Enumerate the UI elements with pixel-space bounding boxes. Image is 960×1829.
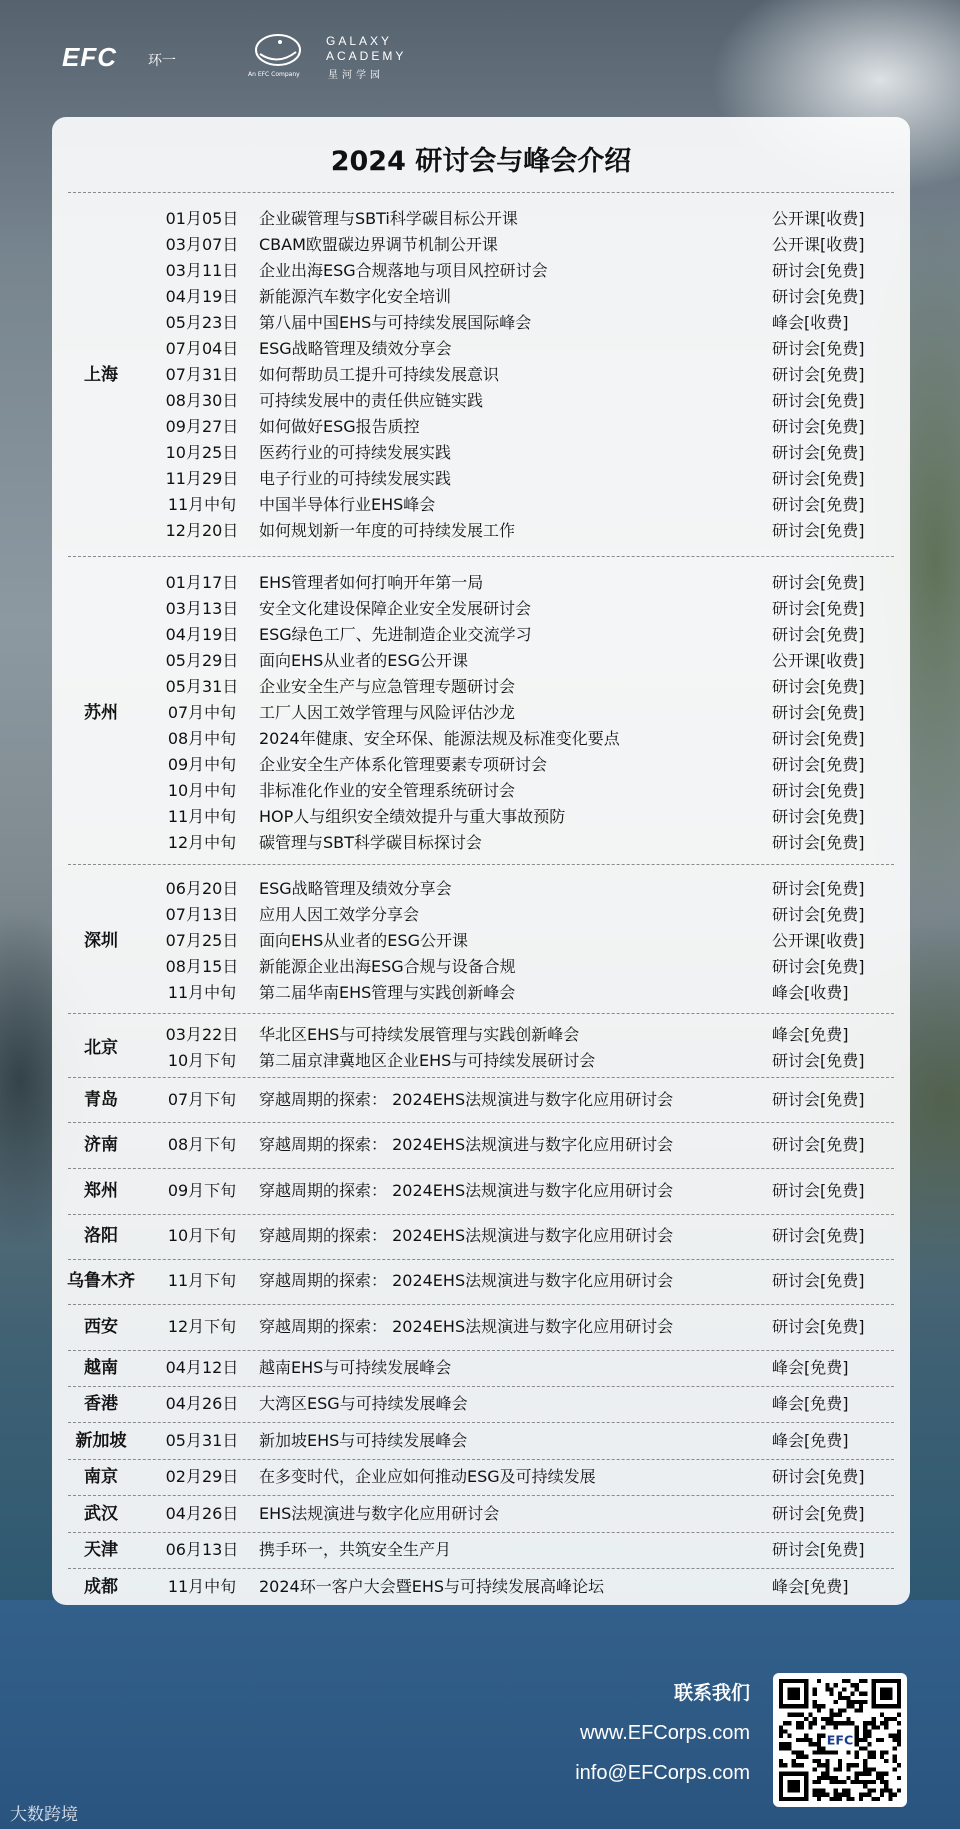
event-row [52, 336, 910, 362]
event-date: 12月下旬 [167, 1317, 237, 1336]
event-name: 第二届京津冀地区企业EHS与可持续发展研讨会 [259, 1051, 596, 1070]
event-row [52, 1223, 910, 1249]
section-divider [68, 1168, 894, 1169]
event-row [52, 1314, 910, 1340]
event-type: 研讨会[免费] [772, 807, 865, 826]
event-name: 医药行业的可持续发展实践 [259, 443, 452, 462]
event-name: 穿越周期的探索： 2024EHS法规演进与数字化应用研讨会 [259, 1271, 674, 1290]
event-date: 03月11日 [165, 261, 239, 280]
event-date: 12月中旬 [167, 833, 237, 852]
city-label: 成都 [84, 1577, 118, 1597]
event-type: 研讨会[免费] [772, 833, 865, 852]
city-label: 新加坡 [75, 1431, 127, 1451]
event-date: 09月中旬 [167, 755, 237, 774]
event-row [52, 1022, 910, 1048]
event-date: 11月中旬 [167, 807, 237, 826]
event-type: 研讨会[免费] [772, 417, 865, 436]
event-row [52, 954, 910, 980]
event-row [52, 518, 910, 544]
event-row [52, 1355, 910, 1381]
page-title: 2024 研讨会与峰会介绍 [330, 146, 632, 177]
event-name: 企业碳管理与SBTi科学碳目标公开课 [259, 209, 518, 228]
event-row [52, 1537, 910, 1563]
event-type: 峰会[收费] [772, 983, 849, 1002]
event-row [52, 1132, 910, 1158]
event-row [52, 570, 910, 596]
event-type: 研讨会[免费] [772, 905, 865, 924]
event-date: 05月23日 [165, 313, 239, 332]
event-name: 新能源汽车数字化安全培训 [259, 287, 452, 306]
event-name: 大湾区ESG与可持续发展峰会 [259, 1394, 468, 1413]
galaxy-name-line2: ACADEMY [326, 49, 407, 63]
event-date: 02月29日 [165, 1467, 239, 1486]
city-label: 济南 [84, 1135, 118, 1155]
event-name: 携手环一，共筑安全生产月 [259, 1540, 452, 1559]
event-type: 研讨会[免费] [772, 729, 865, 748]
event-row [52, 804, 910, 830]
event-date: 07月31日 [165, 365, 239, 384]
event-name: 安全文化建设保障企业安全发展研讨会 [259, 599, 532, 618]
event-name: 穿越周期的探索： 2024EHS法规演进与数字化应用研讨会 [259, 1317, 674, 1336]
event-date: 03月13日 [165, 599, 239, 618]
event-row [52, 492, 910, 518]
event-date: 07月04日 [165, 339, 239, 358]
section-divider [68, 1568, 894, 1569]
event-type: 研讨会[免费] [772, 625, 865, 644]
city-label: 西安 [84, 1317, 118, 1337]
event-type: 峰会[免费] [772, 1431, 849, 1450]
event-name: 应用人因工效学分享会 [259, 905, 420, 924]
event-date: 07月下旬 [167, 1090, 237, 1109]
event-row [52, 752, 910, 778]
city-label: 香港 [84, 1394, 118, 1414]
event-type: 研讨会[免费] [772, 599, 865, 618]
event-date: 10月25日 [165, 443, 239, 462]
event-name: 可持续发展中的责任供应链实践 [259, 391, 484, 410]
event-name: CBAM欧盟碳边界调节机制公开课 [259, 235, 498, 254]
event-row [52, 466, 910, 492]
event-date: 11月中旬 [167, 983, 237, 1002]
event-row [52, 596, 910, 622]
event-type: 研讨会[免费] [772, 879, 865, 898]
city-label: 天津 [84, 1540, 118, 1560]
event-name: 碳管理与SBT科学碳目标探讨会 [259, 833, 482, 852]
event-name: 第二届华南EHS管理与实践创新峰会 [259, 983, 516, 1002]
event-date: 11月29日 [165, 469, 239, 488]
city-label: 北京 [84, 1038, 118, 1058]
event-type: 研讨会[免费] [772, 261, 865, 280]
city-label: 郑州 [84, 1181, 118, 1201]
event-type: 研讨会[免费] [772, 1051, 865, 1070]
section-divider [68, 1122, 894, 1123]
event-type: 峰会[免费] [772, 1025, 849, 1044]
event-type: 研讨会[免费] [772, 1090, 865, 1109]
event-type: 公开课[收费] [772, 209, 865, 228]
event-type: 研讨会[免费] [772, 1540, 865, 1559]
galaxy-academy-chinese-name: 星河学园 [328, 70, 384, 81]
event-row [52, 362, 910, 388]
event-type: 研讨会[免费] [772, 957, 865, 976]
event-name: 电子行业的可持续发展实践 [259, 469, 452, 488]
event-date: 05月31日 [165, 1431, 239, 1450]
event-name: 在多变时代，企业应如何推动ESG及可持续发展 [259, 1467, 596, 1486]
event-date: 04月19日 [165, 625, 239, 644]
event-row [52, 700, 910, 726]
event-date: 11月中旬 [167, 495, 237, 514]
event-date: 08月中旬 [167, 729, 237, 748]
city-label: 乌鲁木齐 [67, 1271, 135, 1291]
qr-code [773, 1673, 907, 1807]
event-date: 10月下旬 [167, 1226, 237, 1245]
event-type: 峰会[收费] [772, 313, 849, 332]
event-date: 04月12日 [165, 1358, 239, 1377]
event-type: 研讨会[免费] [772, 677, 865, 696]
efc-logo: EFC [62, 42, 117, 72]
event-date: 08月30日 [165, 391, 239, 410]
header-bar [0, 0, 960, 110]
section-divider [68, 864, 894, 865]
event-name: ESG绿色工厂、先进制造企业交流学习 [259, 625, 532, 644]
event-date: 09月27日 [165, 417, 239, 436]
event-row [52, 902, 910, 928]
event-row [52, 622, 910, 648]
event-row [52, 284, 910, 310]
section-divider [68, 1259, 894, 1260]
event-row [52, 1501, 910, 1527]
event-date: 05月29日 [165, 651, 239, 670]
event-name: 穿越周期的探索： 2024EHS法规演进与数字化应用研讨会 [259, 1226, 674, 1245]
event-date: 07月13日 [165, 905, 239, 924]
event-date: 12月20日 [165, 521, 239, 540]
watermark: 大数跨境 [10, 1805, 78, 1825]
event-row [52, 830, 910, 856]
event-type: 研讨会[免费] [772, 1467, 865, 1486]
city-label: 越南 [84, 1358, 118, 1378]
event-name: EHS管理者如何打响开年第一局 [259, 573, 484, 592]
event-name: 企业出海ESG合规落地与项目风控研讨会 [259, 261, 548, 280]
event-type: 研讨会[免费] [772, 521, 865, 540]
city-label: 洛阳 [84, 1226, 118, 1246]
event-name: ESG战略管理及绩效分享会 [259, 339, 452, 358]
event-type: 研讨会[免费] [772, 1271, 865, 1290]
event-date: 07月25日 [165, 931, 239, 950]
event-row [52, 648, 910, 674]
galaxy-tagline: An EFC Company [248, 71, 300, 78]
event-name: 企业安全生产与应急管理专题研讨会 [259, 677, 516, 696]
event-row [52, 206, 910, 232]
event-row [52, 414, 910, 440]
event-date: 10月中旬 [167, 781, 237, 800]
city-label: 上海 [84, 365, 118, 385]
website-link[interactable]: www.EFCorps.com [579, 1722, 750, 1744]
event-date: 06月13日 [165, 1540, 239, 1559]
email-link[interactable]: info@EFCorps.com [575, 1762, 750, 1784]
galaxy-academy-logo-icon [252, 30, 304, 70]
event-type: 研讨会[免费] [772, 1135, 865, 1154]
event-name: 第八届中国EHS与可持续发展国际峰会 [259, 313, 532, 332]
event-type: 峰会[免费] [772, 1394, 849, 1413]
efc-logo-subtitle: 环一 [148, 53, 176, 69]
event-date: 11月中旬 [167, 1577, 237, 1596]
event-name: 穿越周期的探索： 2024EHS法规演进与数字化应用研讨会 [259, 1181, 674, 1200]
section-divider [68, 1386, 894, 1387]
event-date: 09月下旬 [167, 1181, 237, 1200]
event-row [52, 1464, 910, 1490]
event-type: 公开课[收费] [772, 931, 865, 950]
section-divider [68, 192, 894, 193]
event-row [52, 1428, 910, 1454]
event-type: 研讨会[免费] [772, 703, 865, 722]
section-divider [68, 1214, 894, 1215]
event-type: 研讨会[免费] [772, 443, 865, 462]
event-name: 工厂人因工效学管理与风险评估沙龙 [259, 703, 516, 722]
event-name: 新能源企业出海ESG合规与设备合规 [259, 957, 516, 976]
event-name: 2024环一客户大会暨EHS与可持续发展高峰论坛 [259, 1577, 605, 1596]
section-divider [68, 1013, 894, 1014]
event-name: HOP人与组织安全绩效提升与重大事故预防 [259, 807, 566, 826]
event-date: 08月15日 [165, 957, 239, 976]
section-divider [68, 1350, 894, 1351]
event-date: 06月20日 [165, 879, 239, 898]
event-name: 2024年健康、安全环保、能源法规及标准变化要点 [259, 729, 620, 748]
event-name: 面向EHS从业者的ESG公开课 [259, 931, 468, 950]
galaxy-name-line1: GALAXY [326, 34, 393, 48]
event-row [52, 258, 910, 284]
schedule-card [52, 117, 910, 1605]
event-date: 04月26日 [165, 1504, 239, 1523]
event-row [52, 928, 910, 954]
event-name: 越南EHS与可持续发展峰会 [259, 1358, 452, 1377]
event-name: ESG战略管理及绩效分享会 [259, 879, 452, 898]
event-row [52, 1048, 910, 1074]
contact-title: 联系我们 [673, 1683, 750, 1704]
event-type: 研讨会[免费] [772, 781, 865, 800]
event-name: 穿越周期的探索： 2024EHS法规演进与数字化应用研讨会 [259, 1090, 674, 1109]
event-type: 研讨会[免费] [772, 339, 865, 358]
city-label: 武汉 [84, 1504, 118, 1524]
event-date: 10月下旬 [167, 1051, 237, 1070]
event-name: 华北区EHS与可持续发展管理与实践创新峰会 [259, 1025, 580, 1044]
event-name: 非标准化作业的安全管理系统研讨会 [259, 781, 516, 800]
event-date: 04月19日 [165, 287, 239, 306]
event-name: EHS法规演进与数字化应用研讨会 [259, 1504, 500, 1523]
event-row [52, 1268, 910, 1294]
event-date: 11月下旬 [167, 1271, 237, 1290]
event-type: 峰会[免费] [772, 1577, 849, 1596]
qr-center-logo: EFC [826, 1732, 854, 1748]
section-divider [68, 1459, 894, 1460]
event-type: 公开课[收费] [772, 235, 865, 254]
event-name: 如何帮助员工提升可持续发展意识 [259, 365, 500, 384]
event-date: 01月17日 [165, 573, 239, 592]
event-date: 03月07日 [165, 235, 239, 254]
event-row [52, 310, 910, 336]
event-row [52, 388, 910, 414]
qr-code-icon [779, 1679, 901, 1801]
event-date: 07月中旬 [167, 703, 237, 722]
event-row [52, 1574, 910, 1600]
event-type: 研讨会[免费] [772, 469, 865, 488]
section-divider [68, 1532, 894, 1533]
event-row [52, 1391, 910, 1417]
event-type: 研讨会[免费] [772, 1226, 865, 1245]
event-type: 研讨会[免费] [772, 755, 865, 774]
event-name: 企业安全生产体系化管理要素专项研讨会 [259, 755, 548, 774]
event-name: 如何做好ESG报告质控 [259, 417, 420, 436]
event-name: 中国半导体行业EHS峰会 [259, 495, 436, 514]
event-row [52, 440, 910, 466]
event-row [52, 1178, 910, 1204]
event-date: 01月05日 [165, 209, 239, 228]
city-label: 苏州 [84, 703, 118, 723]
city-label: 南京 [84, 1467, 118, 1487]
event-name: 面向EHS从业者的ESG公开课 [259, 651, 468, 670]
event-type: 研讨会[免费] [772, 391, 865, 410]
event-row [52, 674, 910, 700]
event-row [52, 876, 910, 902]
event-name: 如何规划新一年度的可持续发展工作 [259, 521, 516, 540]
event-type: 研讨会[免费] [772, 495, 865, 514]
event-date: 05月31日 [165, 677, 239, 696]
event-type: 研讨会[免费] [772, 1504, 865, 1523]
event-type: 研讨会[免费] [772, 365, 865, 384]
section-divider [68, 1495, 894, 1496]
galaxy-academy-name [326, 34, 406, 64]
event-type: 研讨会[免费] [772, 573, 865, 592]
event-type: 研讨会[免费] [772, 1181, 865, 1200]
event-type: 研讨会[免费] [772, 1317, 865, 1336]
event-date: 04月26日 [165, 1394, 239, 1413]
section-divider [68, 1304, 894, 1305]
city-label: 深圳 [84, 931, 118, 951]
event-date: 08月下旬 [167, 1135, 237, 1154]
event-date: 03月22日 [165, 1025, 239, 1044]
section-divider [68, 1077, 894, 1078]
event-type: 峰会[免费] [772, 1358, 849, 1377]
event-type: 研讨会[免费] [772, 287, 865, 306]
section-divider [68, 556, 894, 557]
city-label: 青岛 [84, 1090, 118, 1110]
event-row [52, 980, 910, 1006]
event-name: 穿越周期的探索： 2024EHS法规演进与数字化应用研讨会 [259, 1135, 674, 1154]
event-name: 新加坡EHS与可持续发展峰会 [259, 1431, 468, 1450]
event-row [52, 1087, 910, 1113]
event-row [52, 232, 910, 258]
section-divider [68, 1422, 894, 1423]
event-row [52, 726, 910, 752]
event-row [52, 778, 910, 804]
event-type: 公开课[收费] [772, 651, 865, 670]
